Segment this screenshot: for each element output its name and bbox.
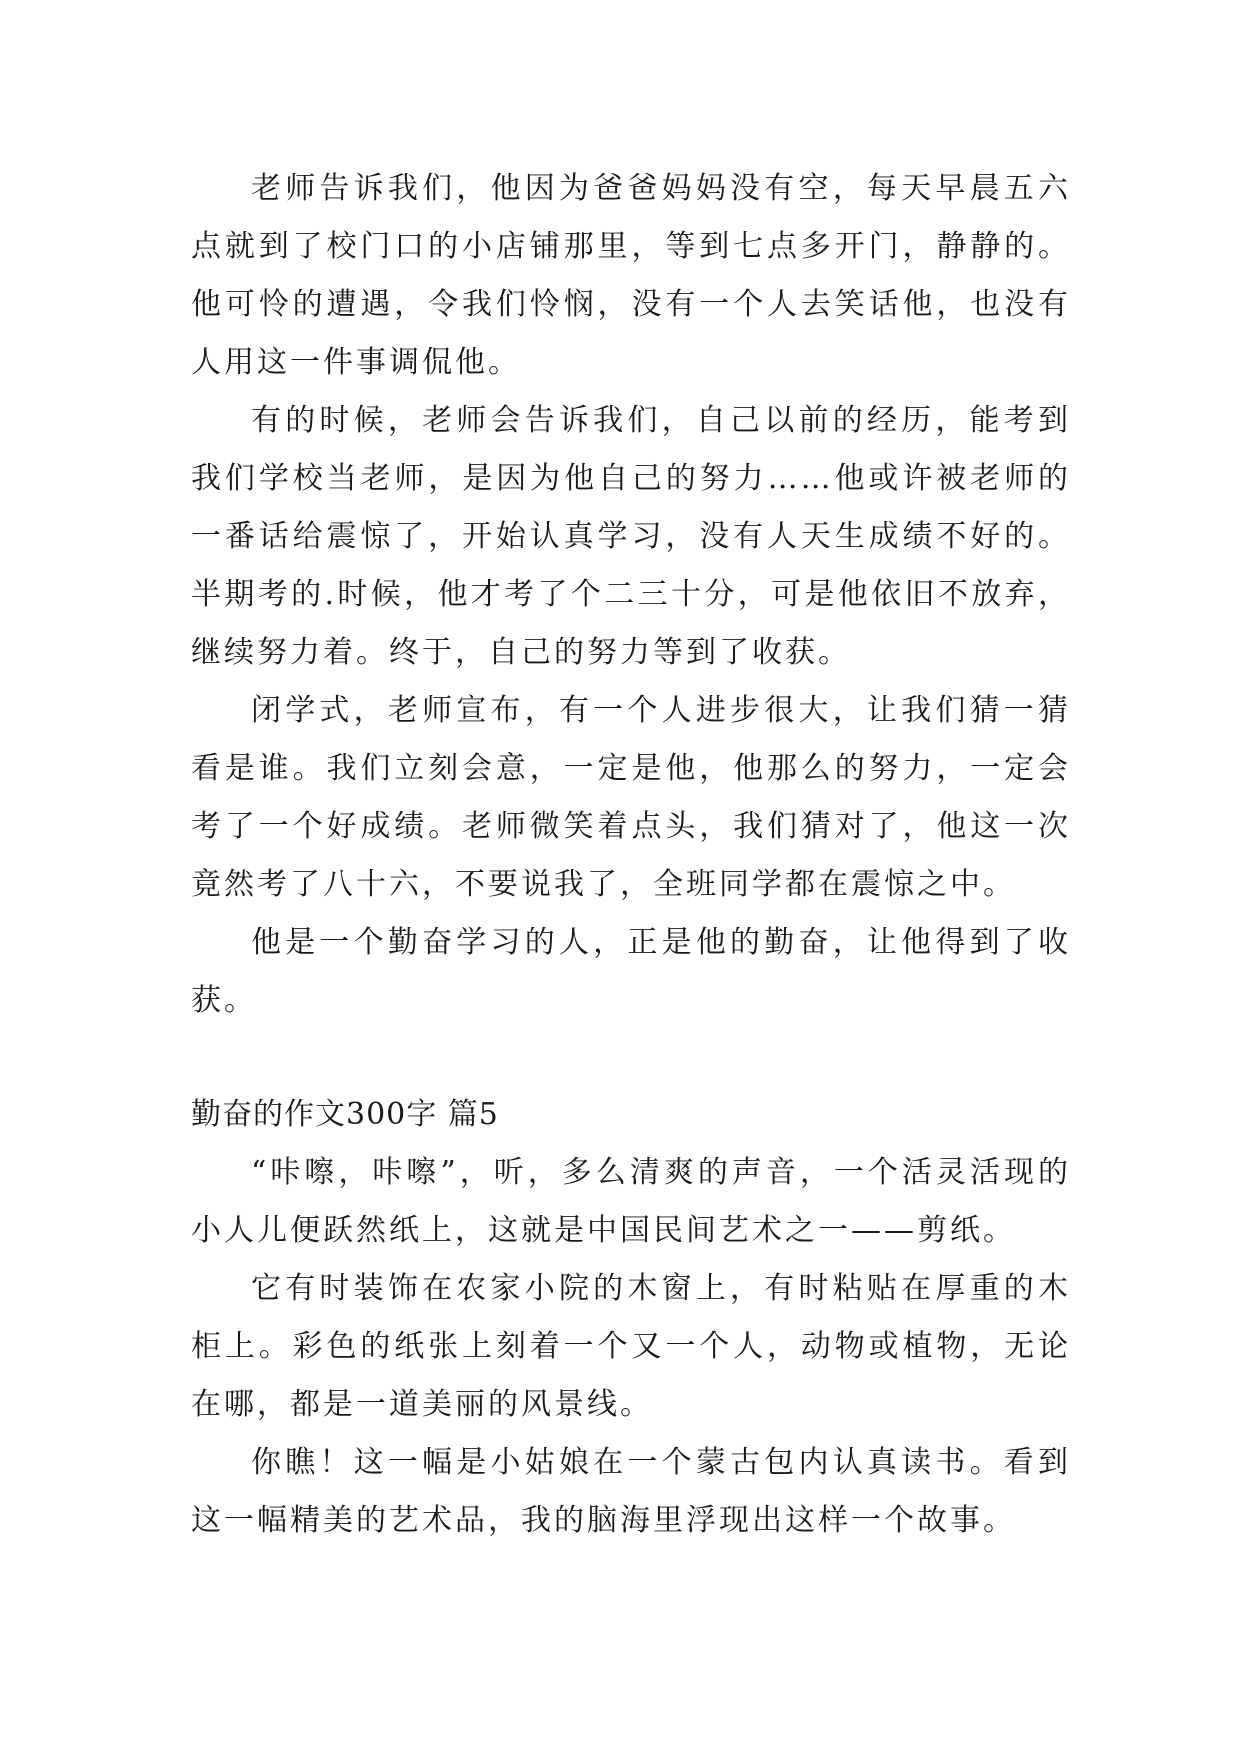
paragraph: 它有时装饰在农家小院的木窗上，有时粘贴在厚重的木柜上。彩色的纸张上刻着一个又一个人，动物或植物，无论在哪，都是一道美丽的风景线。 (191, 1271, 1071, 1422)
essay-section-4-continued (191, 160, 1071, 1030)
paragraph: 你瞧！这一幅是小姑娘在一个蒙古包内认真读书。看到这一幅精美的艺术品，我的脑海里浮现出这样一个故事。 (191, 1445, 1071, 1538)
paragraph: 闭学式，老师宣布，有一个人进步很大，让我们猜一猜看是谁。我们立刻会意，一定是他，他那么的努力，一定会考了一个好成绩。老师微笑着点头，我们猜对了，他这一次竟然考了八十六，不要说我了，全班同学都在震惊之中。 (191, 693, 1071, 902)
paragraph: 老师告诉我们，他因为爸爸妈妈没有空，每天早晨五六点就到了校门口的小店铺那里，等到七点多开门，静静的。他可怜的遭遇，令我们怜悯，没有一个人去笑话他，也没有人用这一件事调侃他。 (191, 171, 1071, 380)
document-body (191, 160, 1071, 1550)
essay-section-5 (191, 1086, 1071, 1550)
paragraph: “咔嚓，咔嚓”，听，多么清爽的声音，一个活灵活现的小人儿便跃然纸上，这就是中国民间艺术之一——剪纸。 (191, 1155, 1071, 1248)
section-heading: 勤奋的作文300字 篇5 (191, 1097, 499, 1132)
paragraph: 有的时候，老师会告诉我们，自己以前的经历，能考到我们学校当老师，是因为他自己的努力……他或许被老师的一番话给震惊了，开始认真学习，没有人天生成绩不好的。半期考的.时候，他才考了个二三十分，可是他依旧不放弃，继续努力着。终于，自己的努力等到了收获。 (191, 403, 1071, 670)
paragraph: 他是一个勤奋学习的人，正是他的勤奋，让他得到了收获。 (191, 925, 1071, 1018)
